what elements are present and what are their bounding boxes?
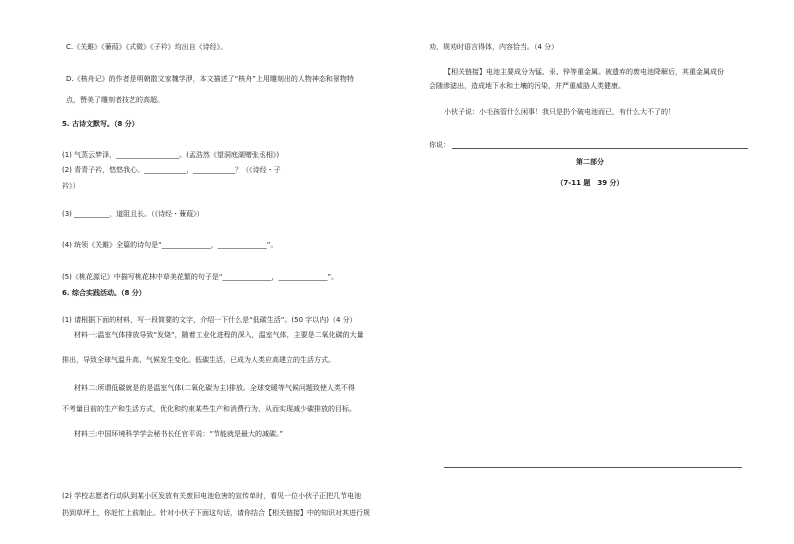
related-link-line1: 【相关链接】电池主要成分为锰、汞、锌等重金属。被遗弃的废电池降解后，其重金属成份: [444, 68, 724, 76]
q6-item-1: (1) 请根据下面的材料，写一段简要的文字，介绍一下什么是“低碳生活”。(50 字以内)（4 分）: [62, 316, 357, 324]
related-link-line2: 会随渗滤出，造成地下水和土壤的污染，并严重威胁人类健康。: [429, 82, 625, 90]
material-2-line2: 不考量目前的生产和生活方式，优化和约束某些生产和消费行为，从而实现减少碳排放的目标。: [62, 405, 356, 413]
material-1-line2: 排出，导致全球气温升高、气候发生变化。低碳生活，已成为人类应高建立的生活方式。: [62, 356, 335, 364]
q5-item-2a: (2) 青青子衿，悠悠我心。____________，____________？（《诗经・子: [62, 166, 281, 174]
answer-line-bottom: [444, 467, 742, 468]
q6-2-continuation: 劝，规劝时语言得体，内容恰当。（4 分）: [429, 43, 559, 51]
q6-item-2a: (2) 学校志愿者行动队到某小区发放有关废旧电池危害的宣传单时，看见一位小伙子正把几节电池: [62, 492, 362, 500]
q5-item-2b: 衿》）: [62, 182, 80, 190]
option-c: C.《关雎》《蒹葭》《式微》《子衿》均出自《诗经》。: [66, 43, 228, 51]
option-d-line2: 点，赞美了雕刻者技艺的高超。: [66, 96, 164, 104]
material-2-line1: 材料二:所谓低碳就是的是温室气体(二氧化碳为主)排放。全球变暖等气候问题致使人类不得: [74, 384, 355, 392]
young-man-quote: 小伙子说：小毛孩管什么闲事！我只是扔个破电池而已，有什么大不了的！: [444, 108, 675, 116]
part-two-heading: 第二部分: [576, 158, 604, 166]
q6-title: 6. 综合实践活动。（8 分）: [62, 289, 146, 297]
answer-prompt: 你说：: [429, 141, 450, 149]
q5-item-1: (1) 气蒸云梦泽，__________________。(孟浩然《望洞庭湖赠张丞相》): [62, 151, 280, 159]
q5-title: 5. 古诗文默写。（8 分）: [62, 120, 139, 128]
part-two-subheading: （7-11 题 39 分）: [556, 179, 624, 187]
q5-item-3: (3) __________，道阻且长。（《诗经・蒹葭》）: [62, 210, 204, 218]
option-d-line1: D.《核舟记》的作者是明朝散文家魏学洢，本文描述了“核舟”上用雕刻出的人物神态和景物特: [66, 75, 354, 83]
q6-item-2b: 扔到草坪上，你赶忙上前制止。针对小伙子下面这句话，请你结合【相关链接】中的知识对其进行规: [62, 509, 370, 517]
q5-item-4: (4) 统领《关雎》全篇的诗句是“______________，______________”。: [62, 241, 278, 249]
material-1-line1: 材料一:温室气体排放导致“发烧”，随着工业化进程的深入，温室气体，主要是二氧化碳的大量: [74, 331, 364, 339]
material-3: 材料三:中国环境科学学会秘书长任官平说：“节能就是最大的减碳。”: [74, 430, 284, 438]
q5-item-5: (5)《桃花源记》中描写桃花林中草美花繁的句子是“______________，______________”。: [62, 273, 339, 281]
answer-line: [452, 148, 748, 149]
